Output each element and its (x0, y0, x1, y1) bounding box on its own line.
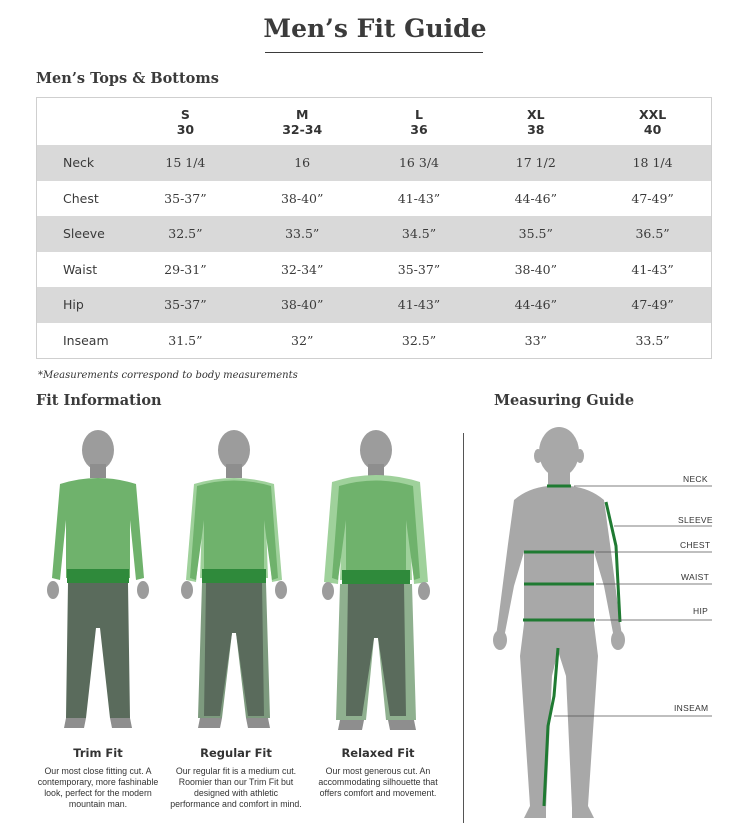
fit-title-relaxed: Relaxed Fit (341, 746, 415, 760)
measure-label-hip: HIP (693, 606, 709, 616)
table-cell: 32.5” (401, 332, 437, 348)
table-cell: 47-49” (631, 190, 674, 206)
measure-label-sleeve: SLEEVE (678, 515, 713, 525)
section-heading-fit-information: Fit Information (36, 392, 162, 409)
table-row-waist (37, 252, 711, 288)
head-icon (360, 430, 392, 478)
table-cell: 44-46” (477, 287, 594, 323)
row-label: Chest (63, 190, 99, 206)
page-title: Men’s Fit Guide (263, 14, 487, 43)
table-row-inseam (37, 323, 711, 359)
fit-title-regular: Regular Fit (200, 746, 272, 760)
table-cell: 17 1/2 (477, 145, 594, 181)
size-table (36, 97, 712, 359)
measure-label-neck: NECK (683, 474, 708, 484)
section-divider (463, 433, 464, 823)
table-cell: 16 3/4 (361, 145, 478, 181)
table-cell: 35.5” (477, 216, 594, 252)
measure-label-inseam: INSEAM (674, 703, 709, 713)
table-cell: 38-40” (514, 261, 557, 277)
table-cell: 33.5” (244, 216, 361, 252)
measure-label-waist: WAIST (681, 572, 710, 582)
section-heading-tops-bottoms: Men’s Tops & Bottoms (36, 70, 219, 87)
table-cell: 38-40” (244, 287, 361, 323)
head-icon (218, 430, 250, 478)
table-cell: 33” (524, 332, 547, 348)
head-icon (82, 430, 114, 478)
size-header: XXL 40 (638, 106, 667, 137)
section-heading-measuring-guide: Measuring Guide (494, 392, 635, 409)
size-header: M 32-34 (282, 106, 323, 137)
table-cell: 32.5” (127, 216, 244, 252)
table-cell: 16 (244, 145, 361, 181)
title-underline (265, 52, 483, 53)
table-row-sleeve (37, 216, 711, 252)
fit-description-relaxed: Our most generous cut. An accommodating silhouette that offers comfort and movement. (318, 766, 438, 798)
table-cell: 35-37” (164, 190, 207, 206)
corner-cell (37, 98, 127, 145)
table-cell: 47-49” (594, 287, 711, 323)
table-row-hip (37, 287, 711, 323)
table-cell: 36.5” (594, 216, 711, 252)
measure-label-chest: CHEST (680, 540, 711, 550)
row-label: Hip (37, 287, 127, 323)
table-cell: 41-43” (631, 261, 674, 277)
size-header: L 36 (410, 106, 428, 137)
fit-title-trim: Trim Fit (73, 746, 123, 760)
table-row-neck (37, 145, 711, 181)
row-label: Neck (37, 145, 127, 181)
measuring-body-figure (488, 426, 728, 826)
table-cell: 18 1/4 (594, 145, 711, 181)
row-label: Inseam (63, 332, 109, 348)
table-cell: 34.5” (361, 216, 478, 252)
table-cell: 41-43” (361, 287, 478, 323)
table-cell: 35-37” (397, 261, 441, 277)
table-cell: 32-34” (280, 261, 324, 277)
table-cell: 29-31” (164, 261, 207, 277)
table-footnote: *Measurements correspond to body measurements (38, 370, 298, 381)
regular-fit-figure (176, 428, 292, 738)
trim-fit-figure (40, 428, 156, 738)
size-header: XL 38 (526, 106, 545, 137)
table-cell: 41-43” (397, 190, 441, 206)
size-header: S 30 (176, 106, 195, 137)
table-cell: 44-46” (514, 190, 557, 206)
table-cell: 38-40” (280, 190, 324, 206)
row-label: Sleeve (37, 216, 127, 252)
fit-description-regular: Our regular fit is a medium cut. Roomier than our Trim Fit but designed with athletic performance and comfort in mind. (170, 766, 302, 809)
table-cell: 32” (291, 332, 314, 348)
table-row-chest (37, 181, 711, 217)
row-label: Waist (63, 261, 98, 277)
relaxed-fit-figure (318, 428, 434, 738)
table-cell: 35-37” (127, 287, 244, 323)
table-cell: 15 1/4 (127, 145, 244, 181)
table-cell: 31.5” (168, 332, 203, 348)
table-cell: 33.5” (635, 332, 670, 348)
size-header-row (37, 98, 711, 145)
fit-description-trim: Our most close fitting cut. A contemporary, more fashinable look, perfect for the modern mountain man. (37, 766, 159, 809)
